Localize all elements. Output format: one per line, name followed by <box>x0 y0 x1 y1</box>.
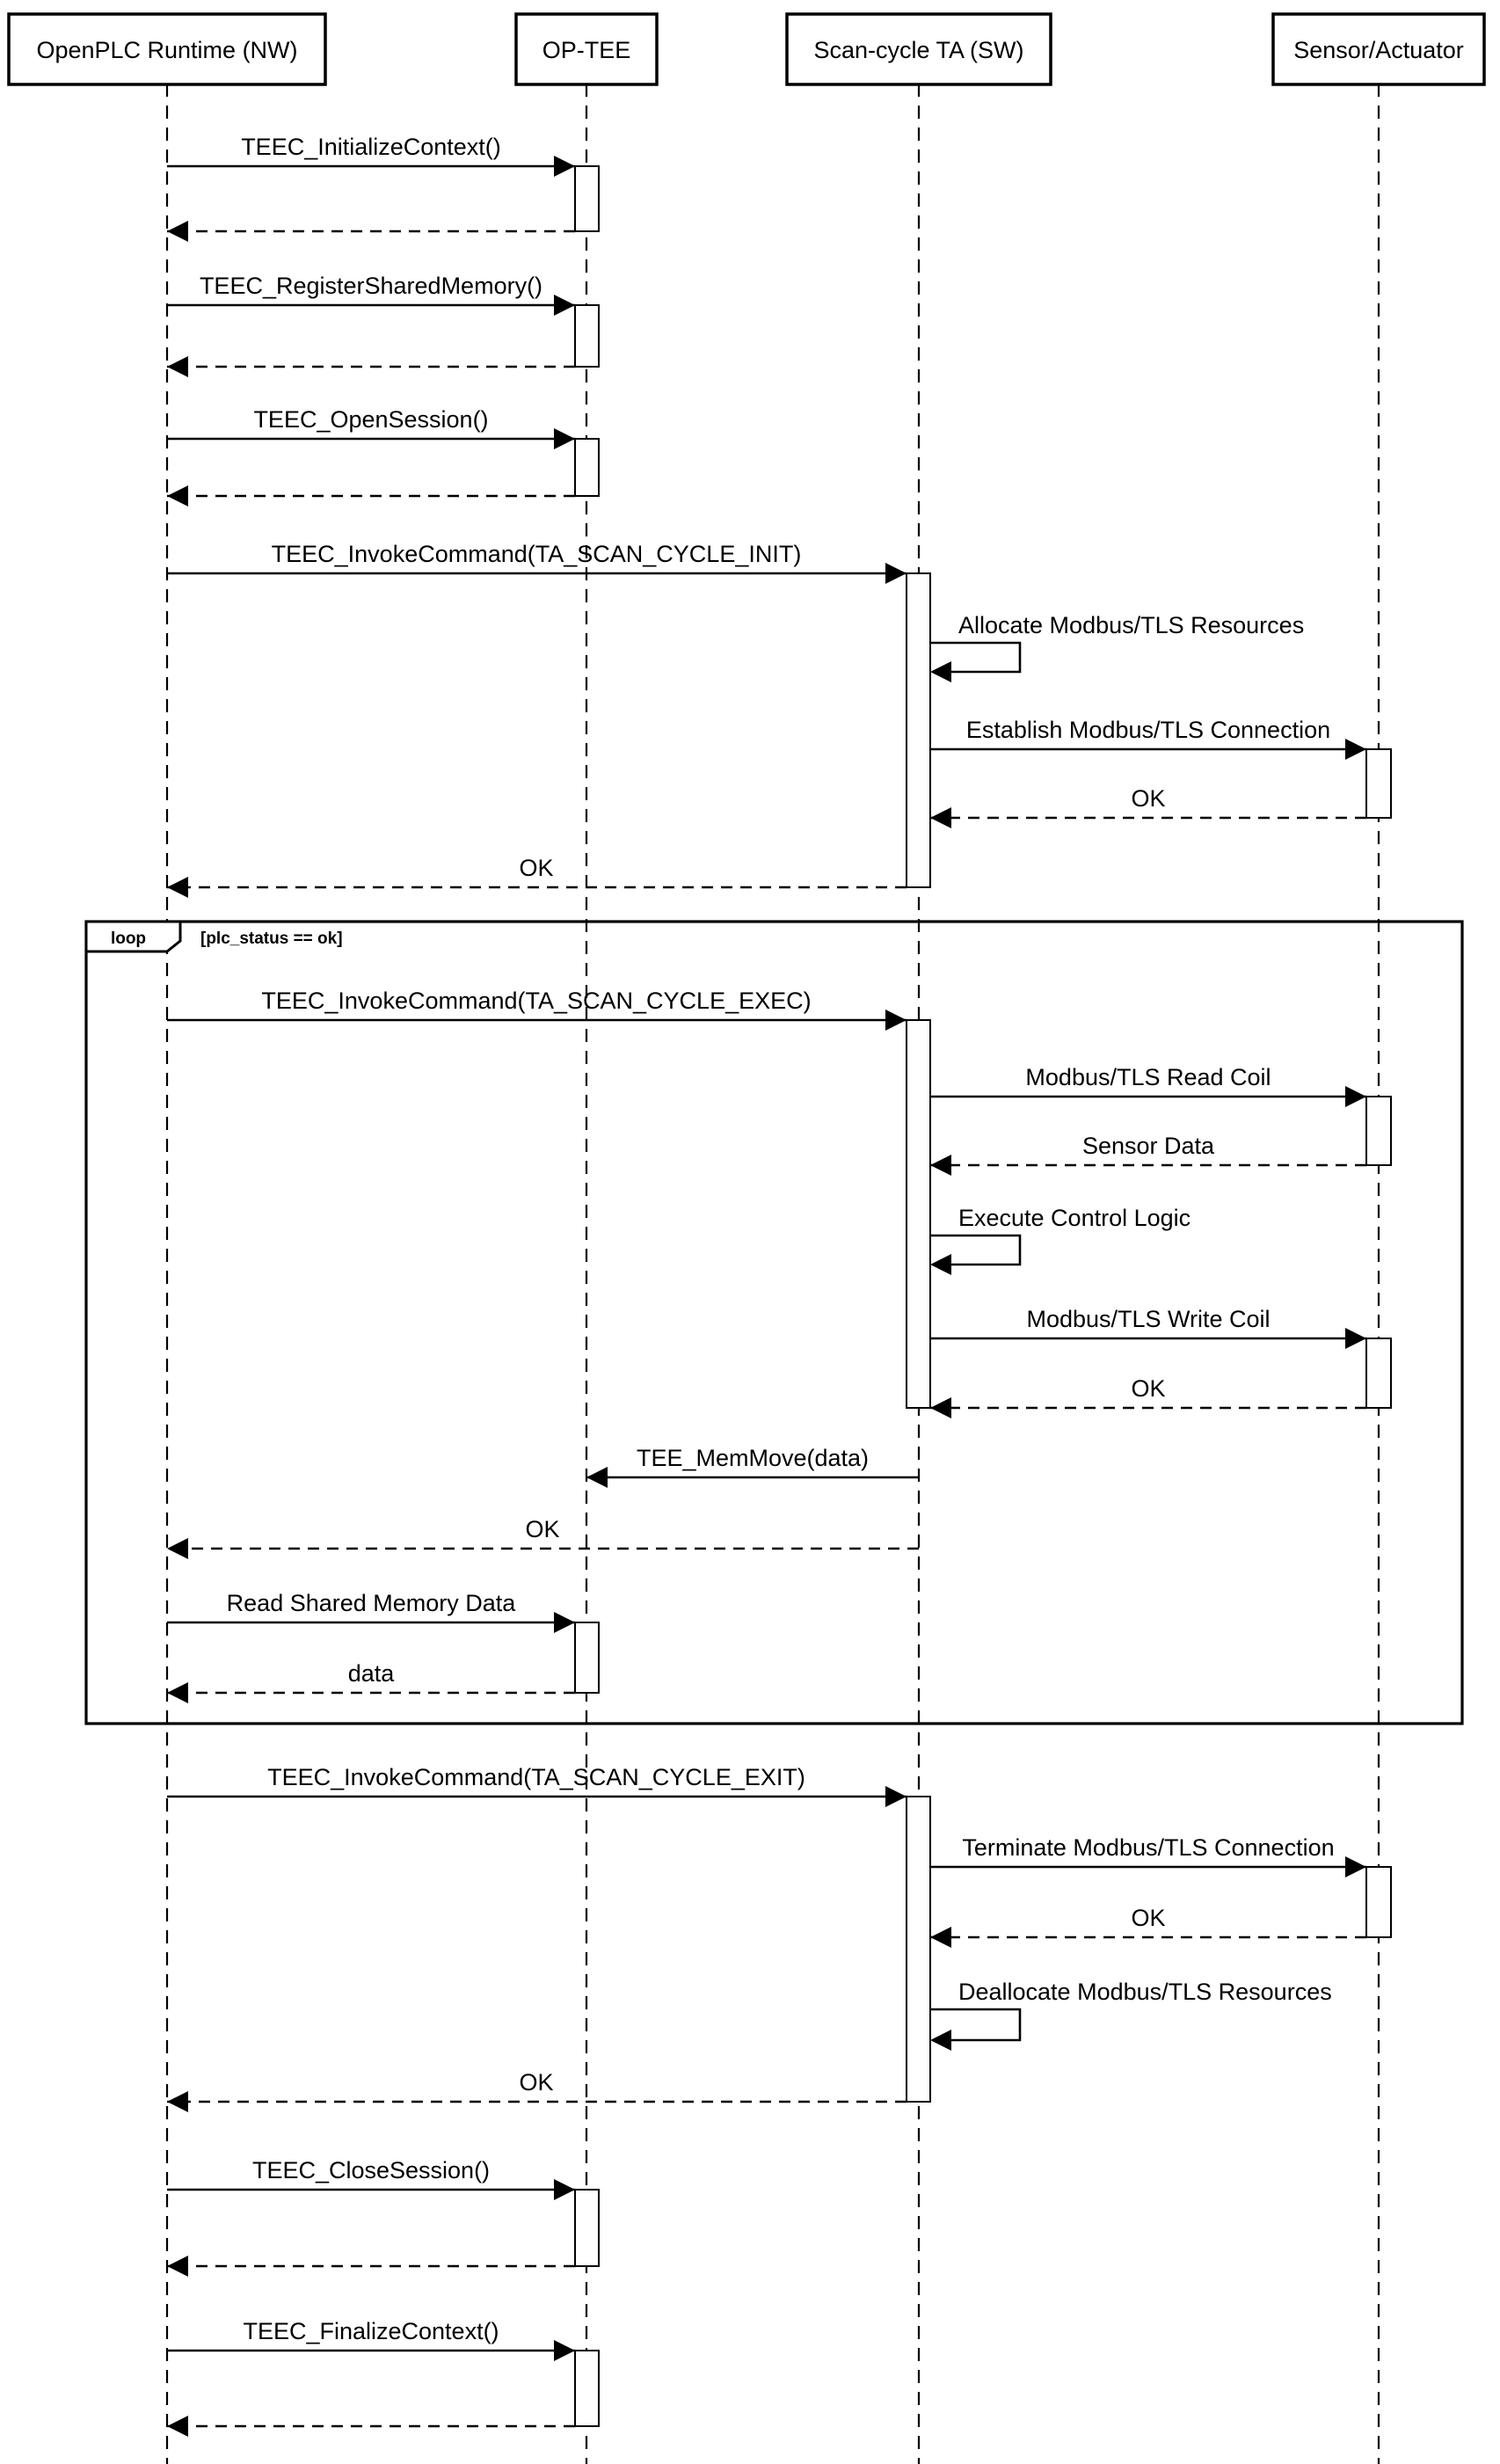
arrowhead-right-icon <box>554 295 575 316</box>
message-label: OK <box>519 2069 554 2096</box>
message-teec-open-session <box>167 406 575 449</box>
activation-optee-1 <box>575 166 599 231</box>
message-teec-close-session <box>167 2157 575 2200</box>
message-label: Sensor Data <box>1081 1133 1215 1159</box>
message-invoke-scan-cycle-exec <box>167 988 907 1031</box>
return-from-finalize-context <box>167 2416 575 2437</box>
activation-sensor-2 <box>1366 1097 1391 1165</box>
participant-sensor-actuator <box>1273 14 1484 84</box>
message-teec-initialize-context <box>167 134 575 177</box>
activation-optee-2 <box>575 305 599 367</box>
activation-scan-ta-exit <box>907 1797 930 2102</box>
arrowhead-right-icon <box>554 156 575 177</box>
message-label: TEEC_RegisterSharedMemory() <box>199 273 543 299</box>
arrowhead-left-icon <box>930 661 951 682</box>
self-message-allocate-modbus-tls-resources <box>930 612 1304 682</box>
message-label: TEE_MemMove(data) <box>636 1445 870 1471</box>
participants <box>9 14 1484 84</box>
arrowhead-left-icon <box>167 221 188 242</box>
message-label: TEEC_InitializeContext() <box>241 134 501 160</box>
message-modbus-tls-read-coil <box>930 1064 1366 1107</box>
arrowhead-right-icon <box>885 1010 907 1031</box>
activation-scan-ta-init <box>907 573 930 887</box>
arrowhead-right-icon <box>1345 739 1366 760</box>
arrowhead-right-icon <box>885 563 907 584</box>
arrowhead-left-icon <box>930 1254 951 1275</box>
arrowhead-right-icon <box>1345 1856 1366 1877</box>
arrowhead-left-icon <box>167 485 188 507</box>
arrowhead-left-icon <box>930 1927 951 1948</box>
arrowhead-left-icon <box>167 2091 188 2112</box>
message-label: Terminate Modbus/TLS Connection <box>962 1834 1335 1861</box>
arrowhead-left-icon <box>167 2256 188 2277</box>
participant-scan-cycle-ta <box>787 14 1051 84</box>
message-terminate-modbus-tls-connection <box>930 1834 1366 1877</box>
participant-label: Sensor/Actuator <box>1293 37 1464 63</box>
message-establish-modbus-tls-connection <box>930 717 1366 760</box>
message-label: TEEC_FinalizeContext() <box>243 2318 499 2344</box>
message-label: OK <box>525 1516 560 1542</box>
activations <box>575 166 1391 2426</box>
message-invoke-scan-cycle-init <box>167 541 907 584</box>
arrowhead-right-icon <box>554 2340 575 2361</box>
message-label: TEEC_InvokeCommand(TA_SCAN_CYCLE_EXIT) <box>267 1764 805 1790</box>
participant-op-tee <box>516 14 657 84</box>
arrowhead-left-icon <box>167 1682 188 1703</box>
activation-optee-3 <box>575 439 599 496</box>
messages <box>167 134 1366 2437</box>
arrowhead-left-icon <box>930 1155 951 1176</box>
message-modbus-tls-write-coil <box>930 1306 1366 1349</box>
arrowhead-right-icon <box>554 1612 575 1633</box>
activation-sensor-1 <box>1366 749 1391 818</box>
return-ok-ta-to-openplc-exec <box>167 1516 919 1559</box>
activation-sensor-4 <box>1366 1867 1391 1937</box>
return-ok-ta-to-openplc-exit <box>167 2069 907 2112</box>
activation-optee-4 <box>575 1622 599 1693</box>
arrowhead-left-icon <box>930 2030 951 2051</box>
self-message-deallocate-modbus-tls-resources <box>930 1979 1332 2051</box>
lifelines <box>167 84 1379 2464</box>
participant-label: Scan-cycle TA (SW) <box>813 37 1024 63</box>
arrowhead-right-icon <box>554 2179 575 2200</box>
message-label: OK <box>519 855 554 881</box>
arrowhead-right-icon <box>885 1786 907 1807</box>
arrowhead-left-icon <box>930 807 951 828</box>
message-label: Deallocate Modbus/TLS Resources <box>958 1979 1332 2005</box>
message-label: Modbus/TLS Read Coil <box>1025 1064 1271 1090</box>
message-label: OK <box>1131 1375 1166 1402</box>
message-teec-finalize-context <box>167 2318 575 2361</box>
message-label: TEEC_OpenSession() <box>253 406 489 433</box>
message-label: TEEC_CloseSession() <box>251 2157 491 2183</box>
message-label: OK <box>1131 785 1166 812</box>
return-sensor-data <box>930 1133 1366 1176</box>
return-from-close-session <box>167 2256 575 2277</box>
message-label: Allocate Modbus/TLS Resources <box>958 612 1305 638</box>
message-teec-register-shared-memory <box>167 273 575 316</box>
message-read-shared-memory-data <box>167 1590 575 1633</box>
message-label: Execute Control Logic <box>958 1205 1191 1231</box>
return-from-open-session <box>167 485 575 507</box>
message-label: Establish Modbus/TLS Connection <box>965 717 1331 743</box>
return-ok-ta-to-openplc-init <box>167 855 907 898</box>
message-label: TEEC_InvokeCommand(TA_SCAN_CYCLE_EXEC) <box>261 988 812 1014</box>
participant-openplc-runtime <box>9 14 325 84</box>
message-label: Read Shared Memory Data <box>226 1590 516 1616</box>
return-ok-sensor-to-ta <box>930 785 1366 828</box>
message-tee-memmove <box>586 1445 919 1488</box>
message-invoke-scan-cycle-exit <box>167 1764 907 1807</box>
arrowhead-left-icon <box>930 1397 951 1418</box>
return-ok-terminate <box>930 1905 1366 1948</box>
return-ok-write-coil <box>930 1375 1366 1418</box>
arrowhead-left-icon <box>586 1467 608 1488</box>
activation-scan-ta-exec <box>907 1020 930 1408</box>
message-label: Modbus/TLS Write Coil <box>1026 1306 1271 1332</box>
activation-optee-5 <box>575 2190 599 2266</box>
message-label: OK <box>1131 1905 1166 1931</box>
arrowhead-left-icon <box>167 877 188 898</box>
arrowhead-right-icon <box>1345 1328 1366 1349</box>
arrowhead-left-icon <box>167 1538 188 1559</box>
message-label: data <box>347 1660 395 1687</box>
return-from-register-shared-memory <box>167 356 575 377</box>
arrowhead-right-icon <box>554 428 575 449</box>
loop-operator-label: loop <box>110 929 147 948</box>
participant-label: OP-TEE <box>542 37 631 63</box>
activation-optee-6 <box>575 2351 599 2426</box>
arrowhead-left-icon <box>167 2416 188 2437</box>
return-from-initialize-context <box>167 221 575 242</box>
loop-guard-label: [plc_status == ok] <box>200 929 343 948</box>
participant-label: OpenPLC Runtime (NW) <box>36 37 298 63</box>
return-data <box>167 1660 575 1703</box>
message-label: TEEC_InvokeCommand(TA_SCAN_CYCLE_INIT) <box>271 541 802 567</box>
arrowhead-right-icon <box>1345 1086 1366 1107</box>
activation-sensor-3 <box>1366 1338 1391 1408</box>
arrowhead-left-icon <box>167 356 188 377</box>
self-message-execute-control-logic <box>930 1205 1191 1275</box>
